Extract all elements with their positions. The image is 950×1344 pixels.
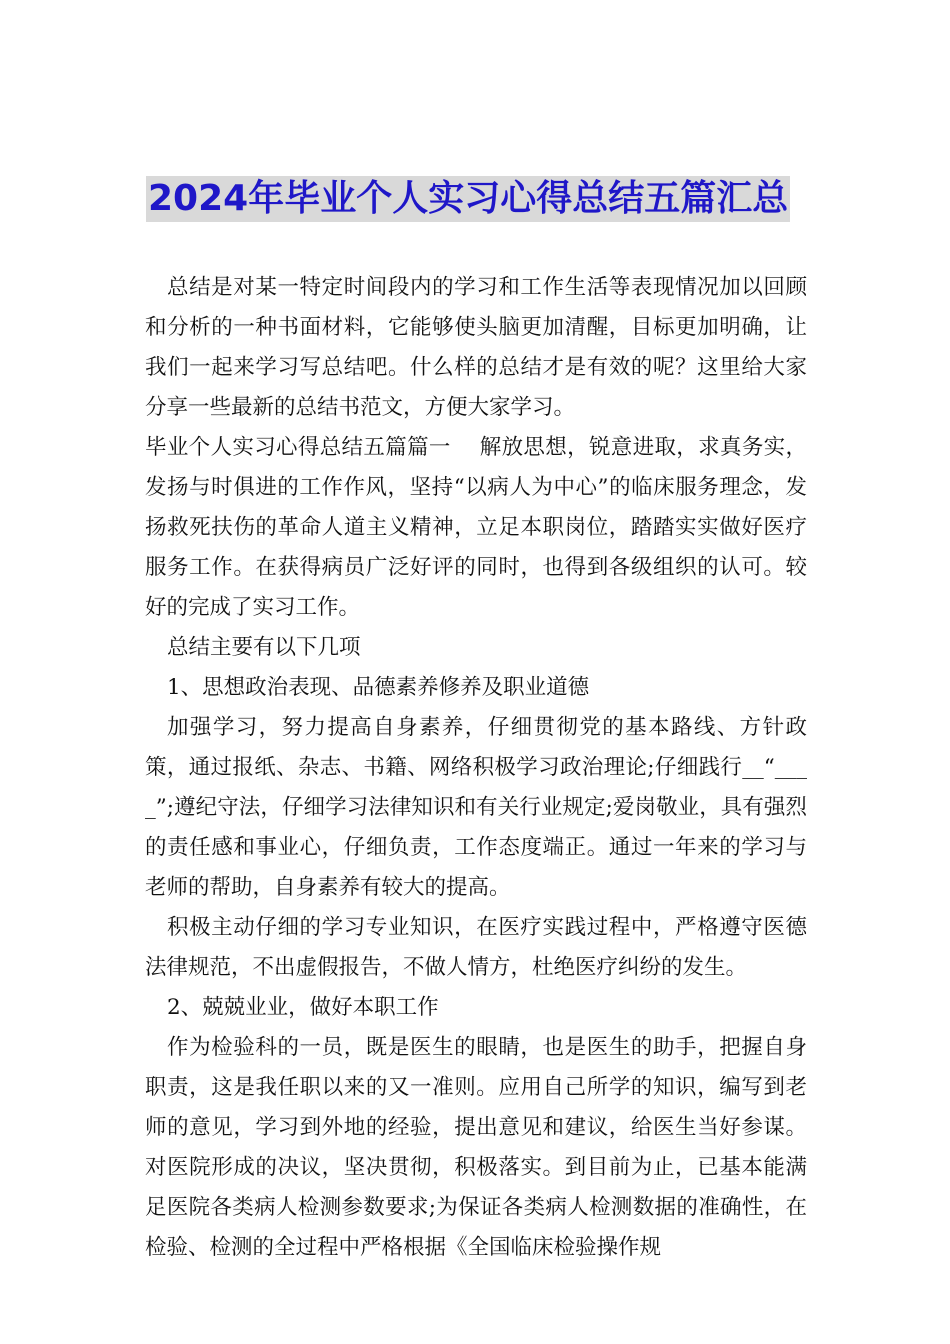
- summary-heading: 总结主要有以下几项: [167, 635, 361, 660]
- section-1-paragraph-2: 积极主动仔细的学习专业知识，在医疗实践过程中，严格遵守医德法律规范，不出虚假报告，不做人情方，杜绝医疗纠纷的发生。: [145, 915, 807, 980]
- section-1-paragraph-1: 加强学习，努力提高自身素养，仔细贯彻党的基本路线、方针政策，通过报纸、杂志、书籍、网络积极学习政治理论;仔细践行__“____”;遵纪守法，仔细学习法律知识和有关行业规定;爱岗敬业，具有强烈的责任感和事业心，仔细负责，工作态度端正。通过一年来的学习与老师的帮助，自身素养有较大的提高。: [145, 715, 807, 900]
- section-heading-1: 1、思想政治表现、品德素养修养及职业道德: [167, 675, 590, 700]
- document-body: [145, 268, 807, 1268]
- article-one-paragraph: 毕业个人实习心得总结五篇篇一 解放思想，锐意进取，求真务实，发扬与时俱进的工作作风，坚持“以病人为中心”的临床服务理念，发扬救死扶伤的革命人道主义精神，立足本职岗位，踏踏实实做好医疗服务工作。在获得病员广泛好评的同时，也得到各级组织的认可。较好的完成了实习工作。: [145, 435, 807, 620]
- section-heading-2: 2、兢兢业业，做好本职工作: [167, 995, 439, 1020]
- intro-paragraph: 总结是对某一特定时间段内的学习和工作生活等表现情况加以回顾和分析的一种书面材料，它能够使头脑更加清醒，目标更加明确，让我们一起来学习写总结吧。什么样的总结才是有效的呢？这里给大家分享一些最新的总结书范文，方便大家学习。: [145, 275, 807, 420]
- document-title: 2024年毕业个人实习心得总结五篇汇总: [146, 176, 790, 222]
- section-2-paragraph-1: 作为检验科的一员，既是医生的眼睛，也是医生的助手，把握自身职责，这是我任职以来的又一准则。应用自己所学的知识，编写到老师的意见，学习到外地的经验，提出意见和建议，给医生当好参谋。对医院形成的决议，坚决贯彻，积极落实。到目前为止，已基本能满足医院各类病人检测参数要求;为保证各类病人检测数据的准确性，在检验、检测的全过程中严格根据《全国临床检验操作规: [145, 1035, 807, 1260]
